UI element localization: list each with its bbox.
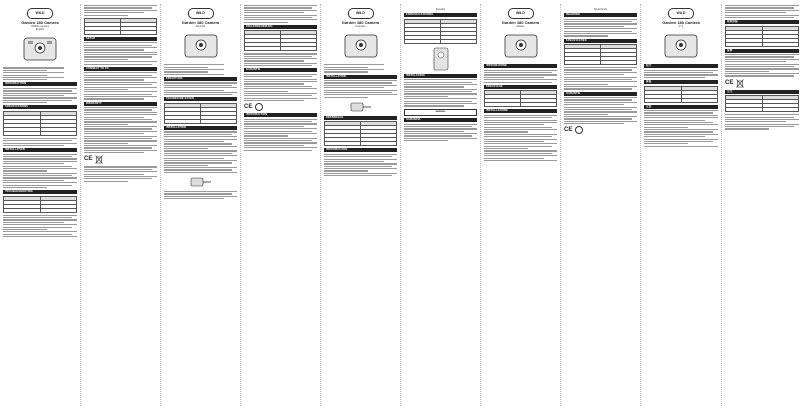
section-header: 规格 — [644, 80, 718, 84]
section-header: GARANTIE — [564, 92, 637, 96]
text-block — [404, 79, 477, 106]
info-table — [725, 95, 799, 112]
column-chinese-2 — [721, 4, 802, 406]
language-label: English — [35, 28, 45, 32]
section-header: INSTALLATION — [164, 126, 237, 130]
text-block — [3, 88, 77, 103]
brand-logo: WILD — [508, 8, 534, 19]
spec-table — [644, 86, 718, 103]
text-block — [644, 110, 718, 147]
column-english-2 — [80, 4, 160, 406]
section-header: INSTALACIÓN — [404, 74, 477, 78]
text-block — [3, 154, 77, 188]
spec-table — [3, 111, 77, 136]
camera-illustration — [339, 31, 383, 61]
section-header: DÉPANNAGE — [324, 116, 397, 120]
camera-illustration — [499, 31, 543, 61]
column-german-2 — [240, 4, 320, 406]
section-header: GARANTIE — [244, 68, 317, 72]
recycle-icon — [255, 103, 263, 111]
language-label: Italiano — [516, 25, 525, 28]
section-header: INSTALLATION — [324, 75, 397, 79]
text-block — [564, 67, 637, 90]
brand-logo: WILD — [27, 8, 53, 19]
product-title: Garden 180 Camera — [662, 20, 700, 25]
column-spanish — [400, 4, 480, 406]
cover-block — [164, 4, 237, 28]
cover-block — [404, 4, 477, 11]
ce-mark: CE — [564, 126, 573, 133]
camera-illustration — [18, 34, 62, 64]
column-english-cover — [0, 4, 80, 406]
brand-logo: WILD — [188, 8, 214, 19]
text-block — [84, 42, 157, 65]
text-block — [324, 64, 397, 72]
section-header: EINLEITUNG — [164, 77, 237, 81]
camera-illustration — [179, 31, 223, 61]
troubleshoot-table — [244, 30, 317, 51]
parts-list — [3, 67, 77, 80]
warning-box: WARNING — [404, 109, 477, 117]
cover-block — [484, 4, 557, 28]
product-title: Garden 180 Camera — [501, 20, 540, 25]
parts-list — [164, 64, 237, 75]
section-header: TECHNISCHE DATEN — [164, 97, 237, 101]
language-label: 中文 — [678, 25, 684, 28]
cover-block — [324, 4, 397, 28]
weee-bin-icon — [95, 155, 103, 164]
ce-mark: CE — [84, 156, 93, 163]
column-chinese-cover — [640, 4, 721, 406]
text-block — [484, 70, 557, 83]
text-block — [244, 119, 317, 151]
section-header: 安装 — [644, 105, 718, 109]
text-block — [244, 53, 317, 66]
language-label: Nederlands — [593, 8, 608, 11]
text-block — [164, 191, 237, 199]
weee-bin-icon — [736, 79, 744, 88]
plug-illustration — [349, 100, 373, 114]
language-label: Español — [435, 8, 446, 11]
section-header: SETUP — [84, 37, 157, 41]
section-header: INSTALLAZIONE — [484, 109, 557, 113]
text-block — [644, 70, 718, 78]
product-subtitle: Wildlife camera — [31, 25, 49, 28]
plug-illustration — [189, 175, 213, 189]
section-header: WARRANTY — [84, 102, 157, 106]
section-header: 简介 — [644, 64, 718, 68]
text-block — [244, 5, 317, 23]
section-header: INTRODUCTION — [244, 113, 317, 117]
text-block — [244, 74, 317, 101]
language-label: Français — [355, 25, 366, 28]
compliance-marks — [244, 103, 317, 111]
text-block — [725, 5, 799, 18]
settings-table — [84, 18, 157, 35]
ce-mark: CE — [244, 103, 253, 110]
section-header: SPECIFICHE — [484, 85, 557, 89]
text-block — [484, 115, 557, 161]
section-header: 故障排除 — [725, 20, 799, 24]
text-block — [164, 82, 237, 95]
cover-block — [644, 4, 718, 28]
product-title: Garden 180 Camera — [21, 20, 59, 25]
brand-logo: WILD — [668, 8, 694, 19]
section-header: SPECIFICATIES — [564, 39, 637, 43]
text-block — [564, 97, 637, 124]
column-french-cover — [320, 4, 400, 406]
section-header: INLEIDING — [564, 13, 637, 17]
brand-logo: WILD — [348, 8, 374, 19]
product-title: Garden 180 Camera — [341, 20, 380, 25]
text-block — [564, 19, 637, 37]
spec-table — [164, 103, 237, 124]
text-block — [404, 124, 477, 142]
troubleshoot-table — [3, 196, 77, 213]
compliance-marks — [84, 155, 157, 164]
section-header: ESPECIFICACIONES — [404, 13, 477, 17]
text-block — [3, 215, 77, 238]
text-block — [324, 154, 397, 177]
compliance-marks — [564, 126, 637, 134]
cover-block — [3, 4, 77, 31]
section-header: 保修 — [725, 49, 799, 53]
spec-table — [404, 19, 477, 44]
section-header: INTRODUZIONE — [484, 64, 557, 68]
spec-table — [484, 90, 557, 107]
text-block — [84, 72, 157, 99]
text-block — [725, 114, 799, 129]
product-title: Garden 180 Camera — [181, 20, 220, 25]
device-illustration — [431, 46, 451, 72]
text-block — [324, 80, 397, 98]
troubleshoot-table — [324, 121, 397, 146]
section-header: INTRODUCCIÓN — [324, 148, 397, 152]
text-block — [725, 54, 799, 77]
troubleshoot-table — [725, 26, 799, 47]
language-label: Deutsch — [195, 25, 206, 28]
compliance-marks — [725, 79, 799, 88]
column-german-cover — [160, 4, 240, 406]
section-header: INTRODUCTION — [3, 82, 77, 86]
text-block — [84, 5, 157, 16]
recycle-icon — [575, 126, 583, 134]
section-header: TROUBLESHOOTING — [3, 190, 77, 194]
spec-table — [564, 44, 637, 65]
ce-mark: CE — [725, 79, 734, 86]
section-header: GARANZIA — [404, 118, 477, 122]
column-italian-cover — [480, 4, 560, 406]
text-block — [3, 138, 77, 146]
text-block — [164, 131, 237, 173]
cover-block — [564, 4, 637, 11]
column-dutch — [560, 4, 640, 406]
camera-illustration — [659, 31, 703, 61]
section-header: FEHLERBEHEBUNG — [244, 25, 317, 29]
section-header: INSTALLATION — [3, 148, 77, 152]
section-header: 安全 — [725, 90, 799, 94]
section-header: SPECIFICATIONS — [3, 105, 77, 109]
section-header: CONNECT TO PC — [84, 67, 157, 71]
text-block — [84, 166, 157, 181]
text-block — [84, 107, 157, 153]
